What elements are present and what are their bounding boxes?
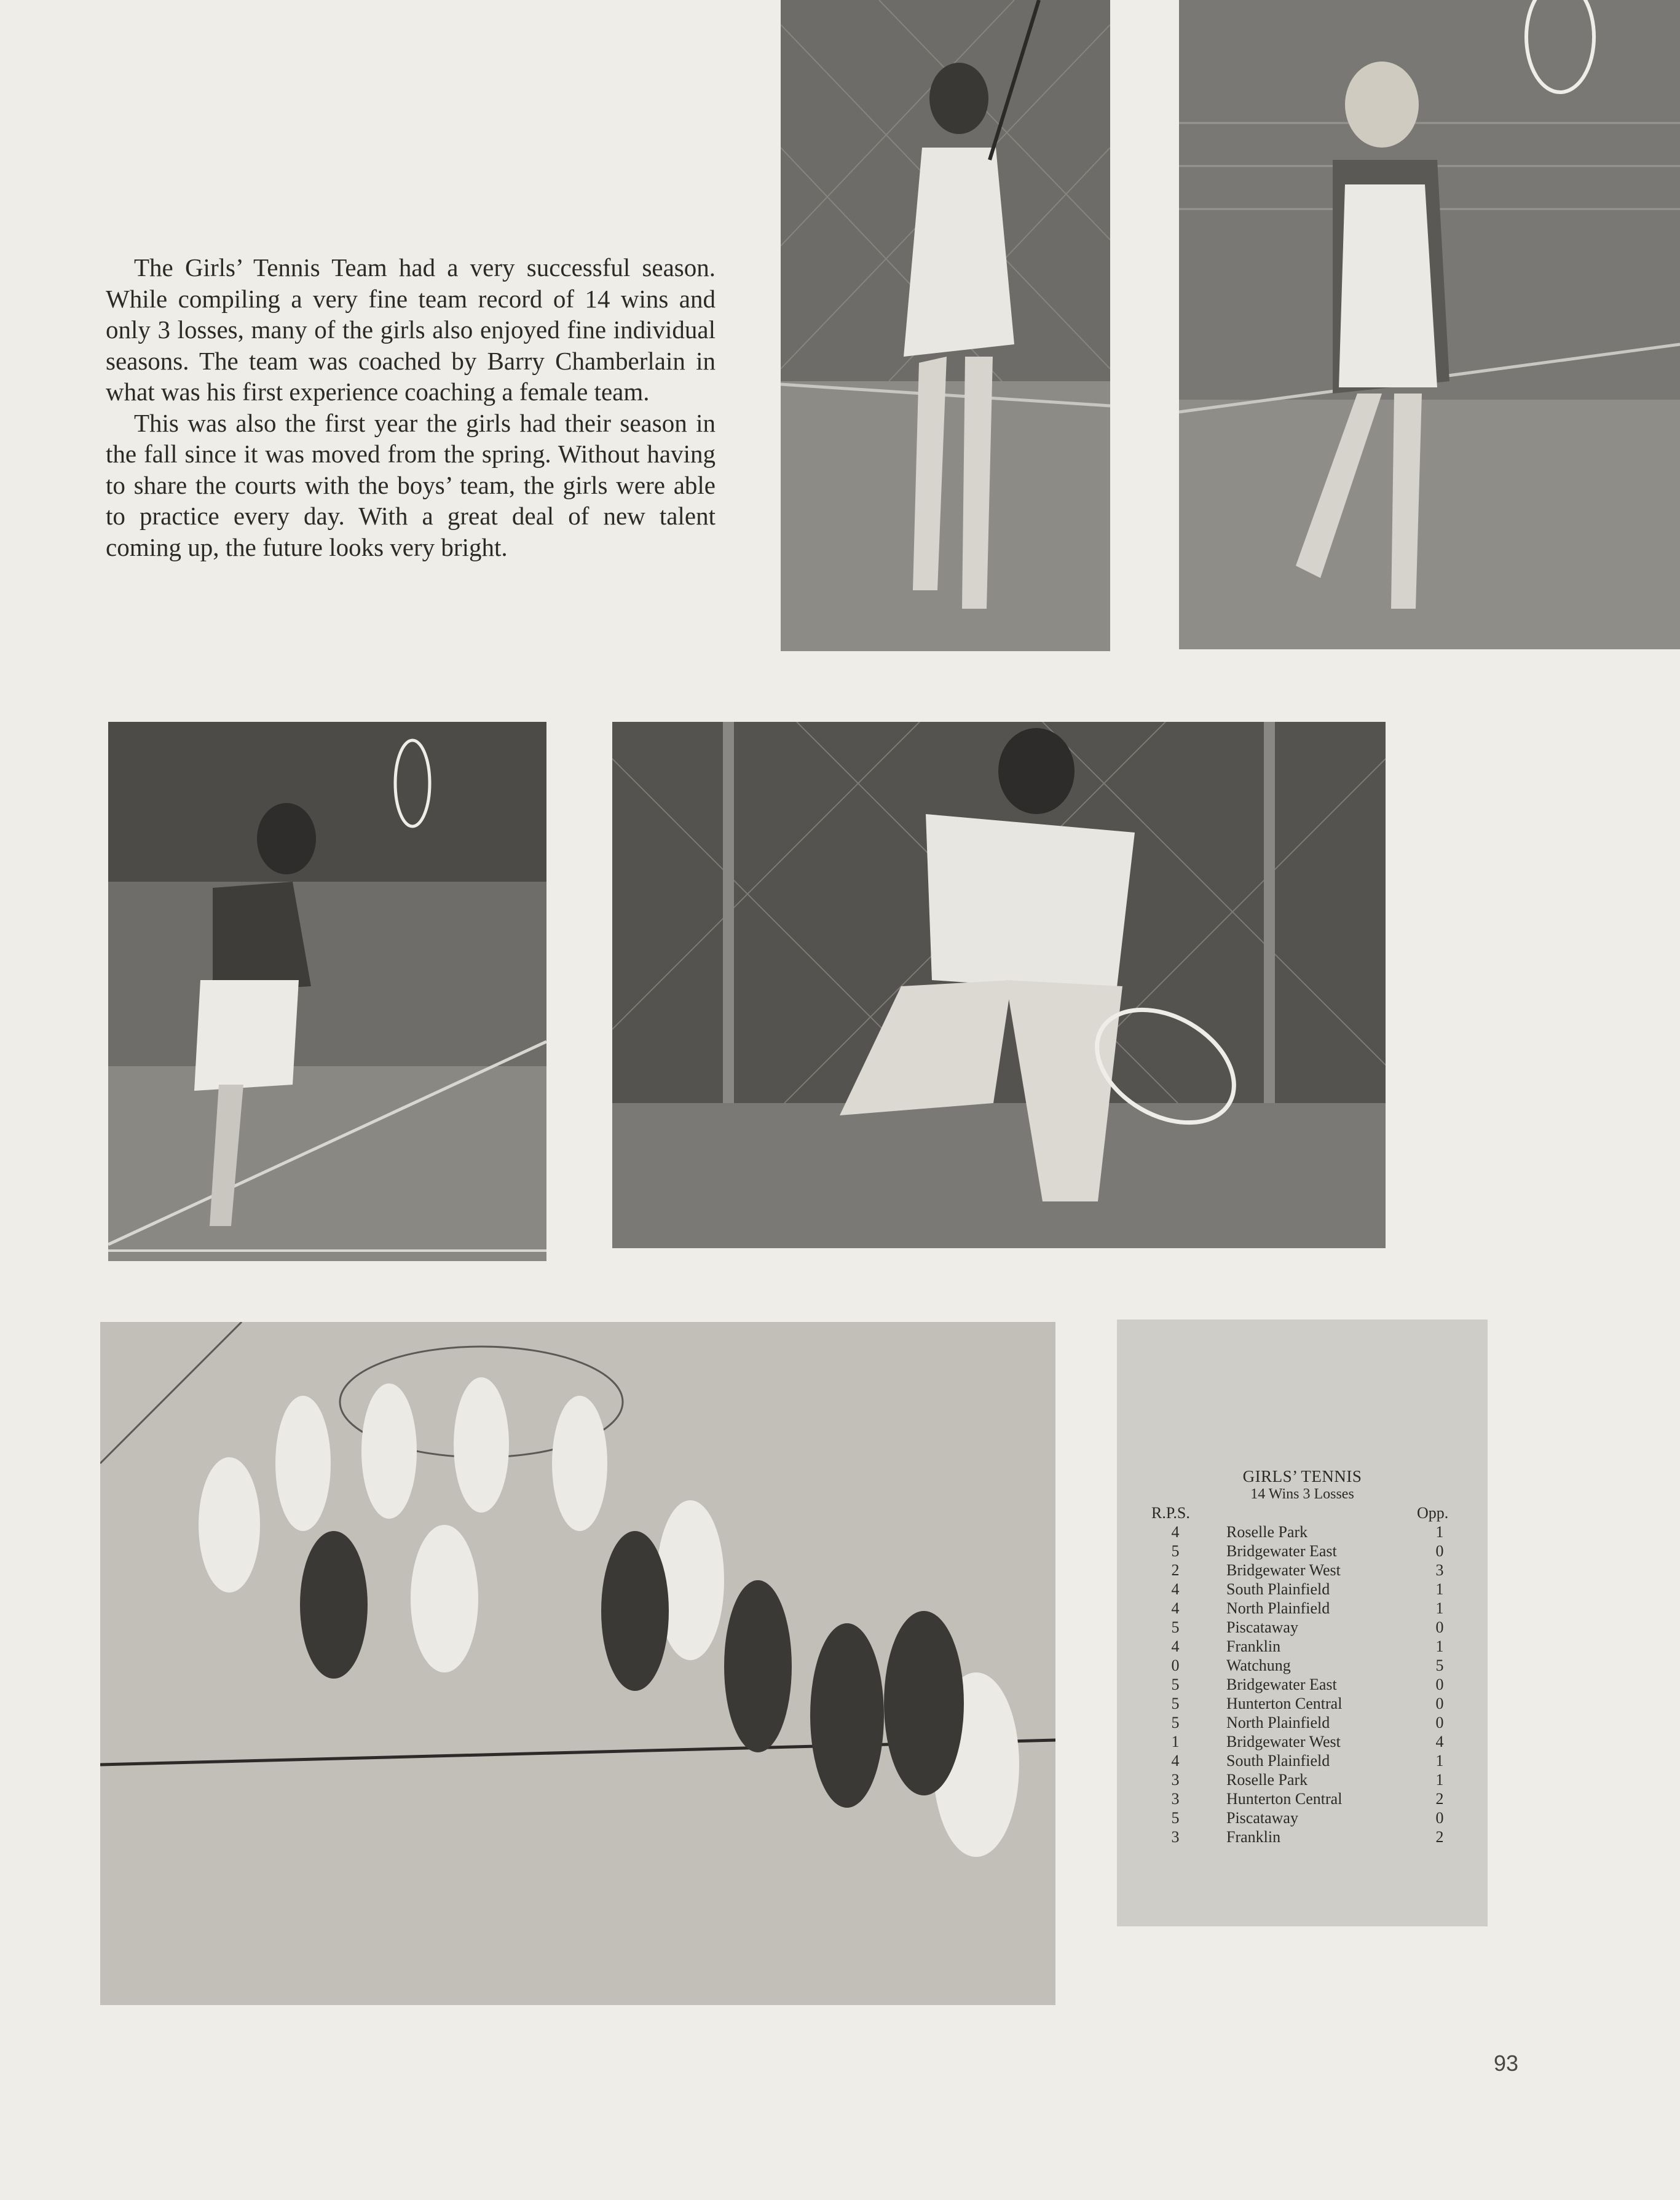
opp-score: 5 bbox=[1435, 1656, 1444, 1674]
opp-score: 1 bbox=[1435, 1599, 1444, 1617]
scoreboard-row bbox=[1117, 1694, 1488, 1713]
scoreboard-row bbox=[1117, 1637, 1488, 1656]
photo-team-group bbox=[100, 1322, 1055, 2005]
opponent-name: South Plainfield bbox=[1226, 1752, 1330, 1770]
opponent-name: Piscataway bbox=[1226, 1809, 1298, 1827]
opponent-name: Watchung bbox=[1226, 1656, 1291, 1674]
scoreboard-row bbox=[1117, 1656, 1488, 1675]
scoreboard-row bbox=[1117, 1561, 1488, 1580]
opp-score: 1 bbox=[1435, 1637, 1444, 1655]
opponent-name: Bridgewater West bbox=[1226, 1733, 1341, 1751]
photo-player-forehand-top-right bbox=[1179, 0, 1680, 649]
opp-score: 0 bbox=[1435, 1542, 1444, 1560]
scoreboard-row bbox=[1117, 1751, 1488, 1770]
rps-score: 4 bbox=[1171, 1637, 1180, 1655]
scoreboard-row bbox=[1117, 1732, 1488, 1751]
opp-score: 4 bbox=[1435, 1733, 1444, 1751]
opponent-name: North Plainfield bbox=[1226, 1599, 1330, 1617]
opp-score: 0 bbox=[1435, 1676, 1444, 1693]
opponent-name: Franklin bbox=[1226, 1828, 1281, 1846]
opp-score: 2 bbox=[1435, 1790, 1444, 1808]
opponent-name: Hunterton Central bbox=[1226, 1695, 1343, 1712]
opp-score: 0 bbox=[1435, 1695, 1444, 1712]
rps-score: 4 bbox=[1171, 1523, 1180, 1541]
photo-player-lunge-middle-right bbox=[612, 722, 1386, 1248]
scoreboard-row bbox=[1117, 1522, 1488, 1541]
rps-score: 5 bbox=[1171, 1714, 1180, 1731]
scoreboard-row bbox=[1117, 1675, 1488, 1694]
opponent-name: South Plainfield bbox=[1226, 1580, 1330, 1598]
scoreboard-row bbox=[1117, 1770, 1488, 1789]
rps-score: 5 bbox=[1171, 1676, 1180, 1693]
opp-score: 0 bbox=[1435, 1714, 1444, 1731]
opp-score: 1 bbox=[1435, 1523, 1444, 1541]
intro-paragraph-1: The Girls’ Tennis Team had a very successful season. While compiling a very fine team record of 14 wins and only 3 losses, many of the girls also enjoyed fine individual seasons. The team was coached by Barry Chamberlain in what was his first experience coaching a female team. bbox=[106, 253, 716, 406]
rps-score: 4 bbox=[1171, 1580, 1180, 1598]
scoreboard-row bbox=[1117, 1541, 1488, 1561]
opp-score: 1 bbox=[1435, 1580, 1444, 1598]
page-number: 93 bbox=[1494, 2051, 1519, 2076]
rps-score: 1 bbox=[1171, 1733, 1180, 1751]
opponent-name: Bridgewater West bbox=[1226, 1561, 1341, 1579]
opponent-name: Bridgewater East bbox=[1226, 1542, 1337, 1560]
scoreboard-row bbox=[1117, 1580, 1488, 1599]
scoreboard-opp-header: Opp. bbox=[1417, 1504, 1449, 1522]
opponent-name: Roselle Park bbox=[1226, 1771, 1308, 1789]
intro-text bbox=[106, 252, 716, 563]
photo-player-volley-middle-left bbox=[108, 722, 546, 1261]
scoreboard-row bbox=[1117, 1713, 1488, 1732]
opponent-name: North Plainfield bbox=[1226, 1714, 1330, 1731]
rps-score: 3 bbox=[1171, 1790, 1180, 1808]
rps-score: 4 bbox=[1171, 1752, 1180, 1770]
opp-score: 2 bbox=[1435, 1828, 1444, 1846]
scoreboard-row bbox=[1117, 1789, 1488, 1808]
rps-score: 5 bbox=[1171, 1695, 1180, 1712]
rps-score: 5 bbox=[1171, 1542, 1180, 1560]
rps-score: 5 bbox=[1171, 1809, 1180, 1827]
scoreboard-rows bbox=[1117, 1522, 1488, 1846]
opp-score: 0 bbox=[1435, 1618, 1444, 1636]
opp-score: 3 bbox=[1435, 1561, 1444, 1579]
opp-score: 1 bbox=[1435, 1771, 1444, 1789]
rps-score: 4 bbox=[1171, 1599, 1180, 1617]
scoreboard-rps-header: R.P.S. bbox=[1151, 1504, 1190, 1522]
opp-score: 1 bbox=[1435, 1752, 1444, 1770]
opponent-name: Franklin bbox=[1226, 1637, 1281, 1655]
scoreboard-row bbox=[1117, 1599, 1488, 1618]
scoreboard-row bbox=[1117, 1827, 1488, 1846]
rps-score: 0 bbox=[1171, 1656, 1180, 1674]
rps-score: 3 bbox=[1171, 1828, 1180, 1846]
opp-score: 0 bbox=[1435, 1809, 1444, 1827]
opponent-name: Roselle Park bbox=[1226, 1523, 1308, 1541]
opponent-name: Bridgewater East bbox=[1226, 1676, 1337, 1693]
scoreboard-record: 14 Wins 3 Losses bbox=[1250, 1486, 1354, 1502]
photo-player-forehand-top-left bbox=[781, 0, 1110, 651]
scoreboard-title: GIRLS’ TENNIS bbox=[1242, 1467, 1362, 1486]
opponent-name: Piscataway bbox=[1226, 1618, 1298, 1636]
intro-paragraph-2: This was also the first year the girls had their season in the fall since it was moved from the spring. Without having to share the courts with the boys’ team, the girls were able to practice every day. With a great deal of new talent coming up, the future looks very bright. bbox=[106, 408, 716, 561]
scoreboard bbox=[1117, 1320, 1488, 1926]
rps-score: 3 bbox=[1171, 1771, 1180, 1789]
opponent-name: Hunterton Central bbox=[1226, 1790, 1343, 1808]
scoreboard-row bbox=[1117, 1618, 1488, 1637]
rps-score: 2 bbox=[1171, 1561, 1180, 1579]
scoreboard-row bbox=[1117, 1808, 1488, 1827]
rps-score: 5 bbox=[1171, 1618, 1180, 1636]
